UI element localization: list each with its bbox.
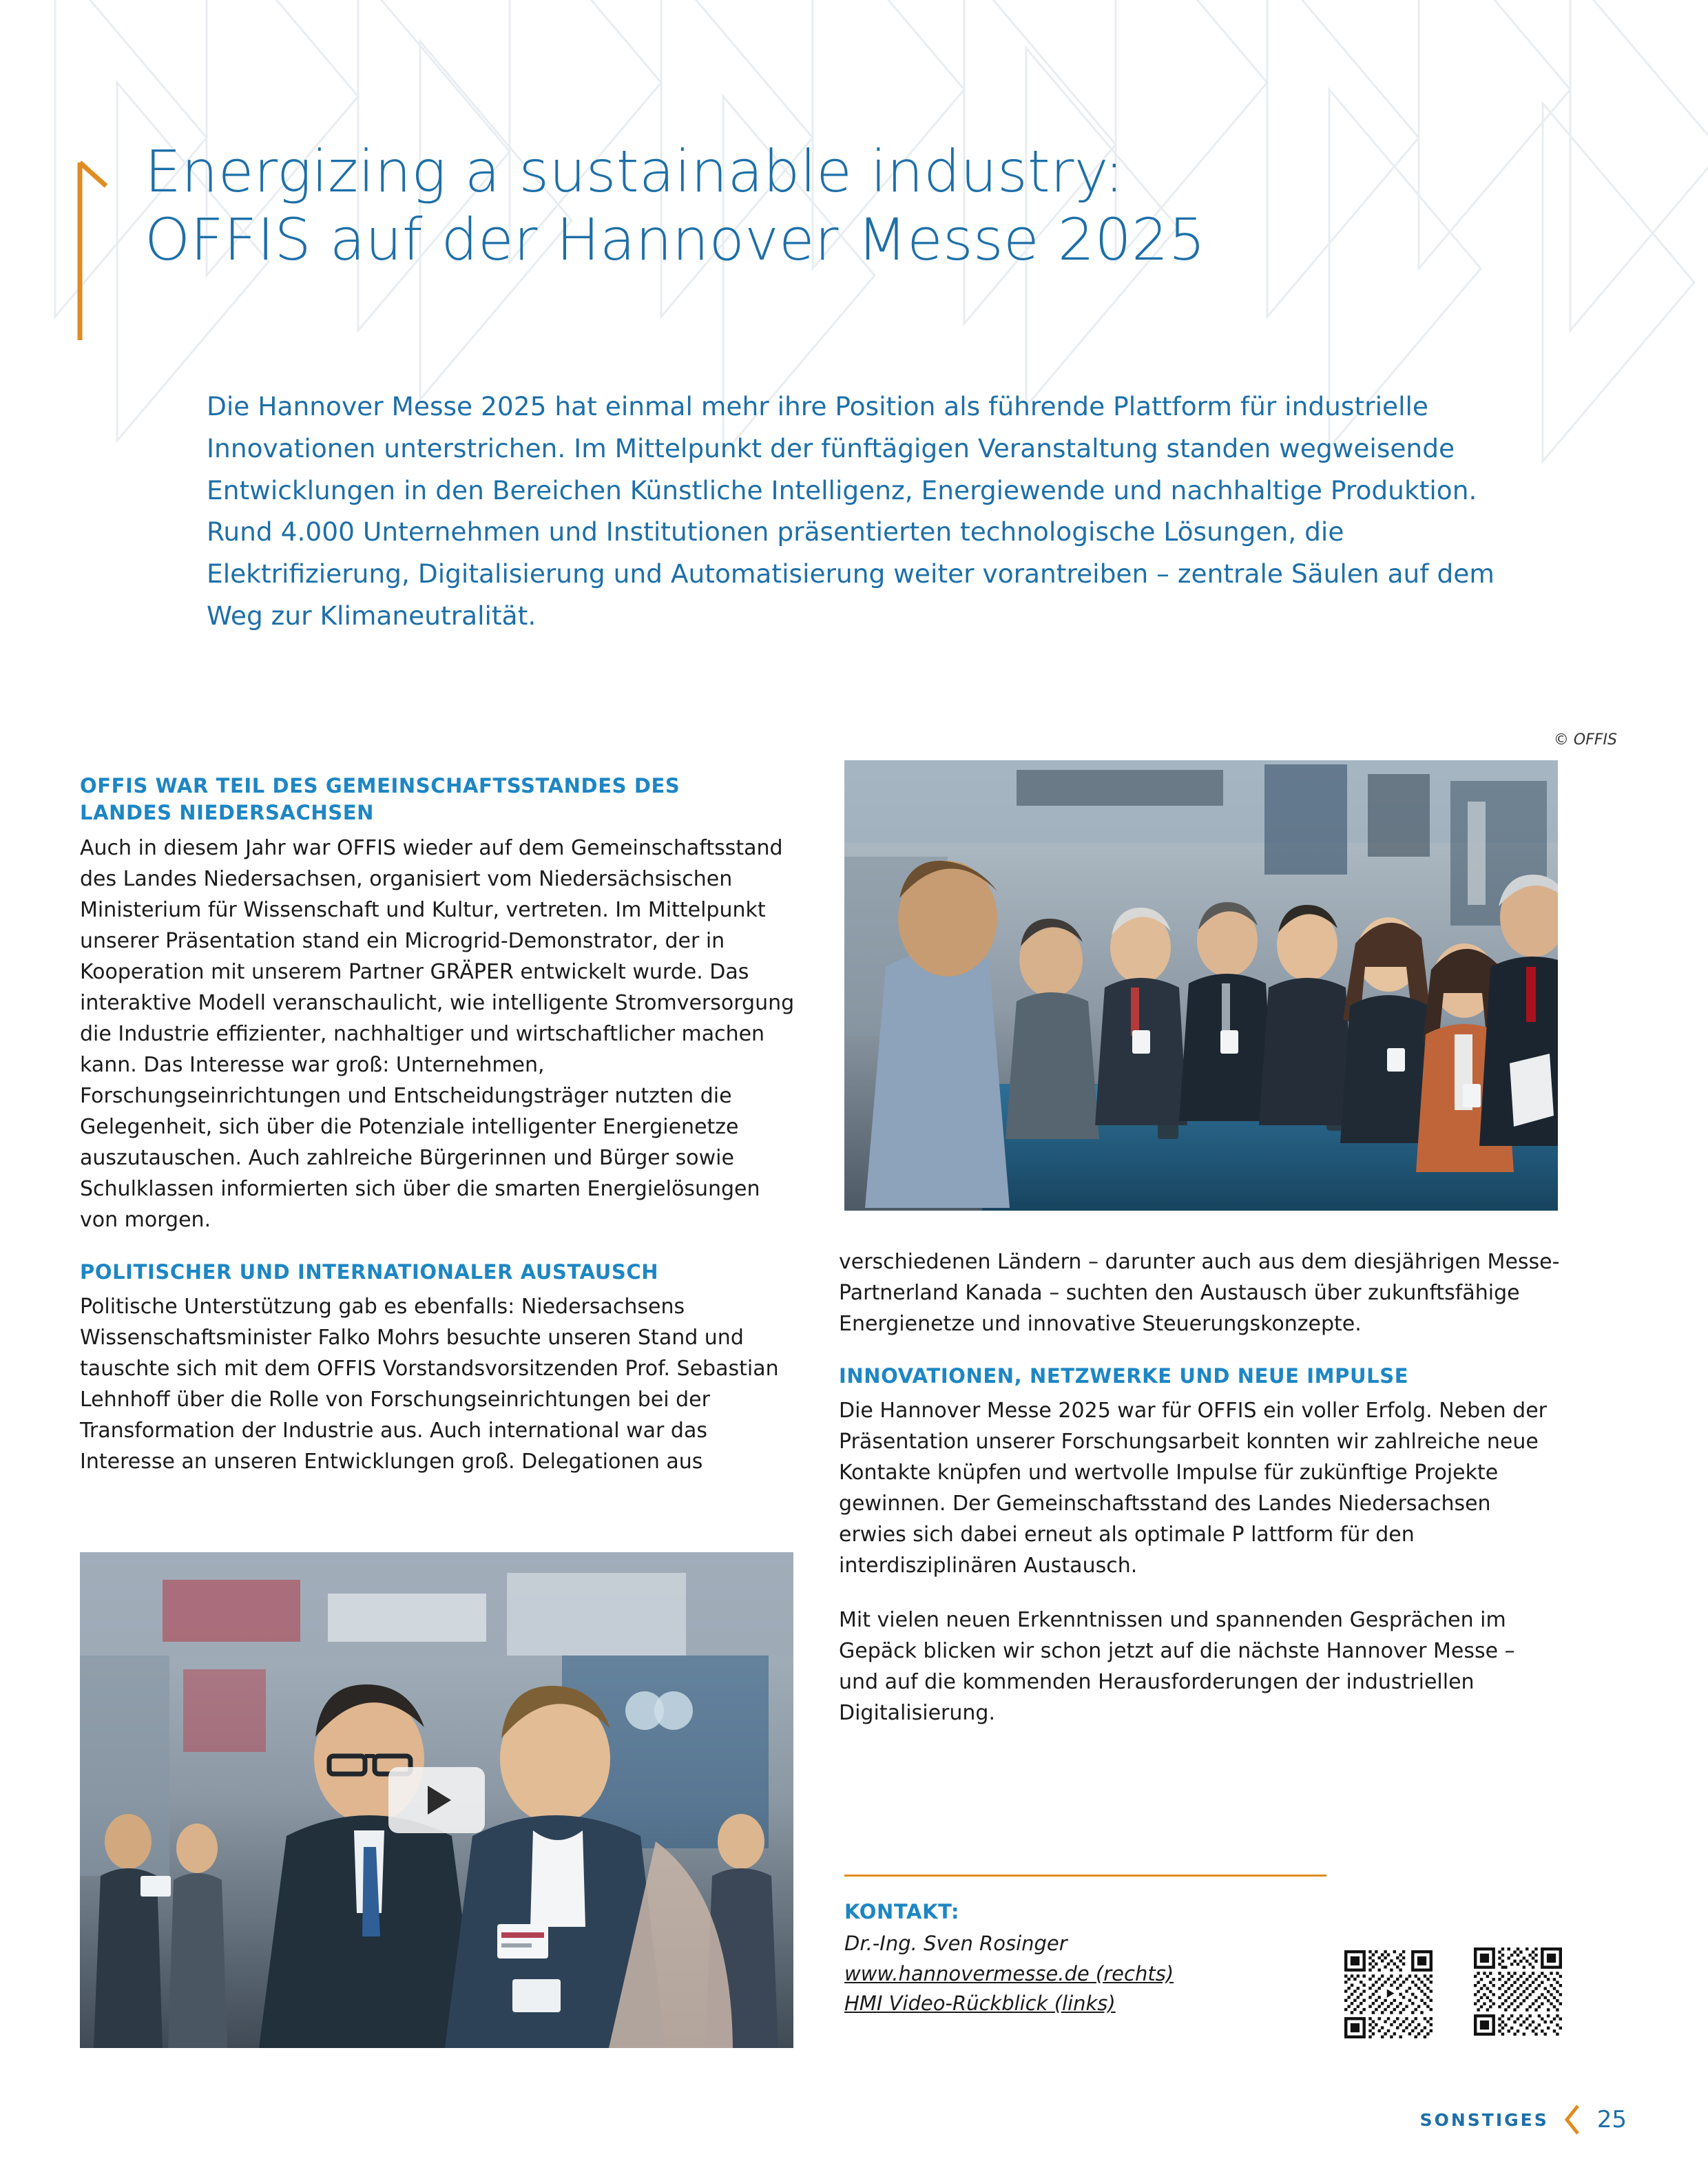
heading-innovationen: INNOVATIONEN, NETZWERKE UND NEUE IMPULSE xyxy=(839,1364,1409,1388)
heading-line-1: OFFIS WAR TEIL DES GEMEINSCHAFTSSTANDES DES xyxy=(80,774,680,797)
paragraph-politischer-austausch: Politische Unterstützung gab es ebenfalls: Niedersachsens Wissenschaftsminister Falko Mohrs besuchte unseren Stand und tauschte sich mit dem OFFIS Vorstandsvorsitzenden Prof. Sebastian Lehnhoff über die Rolle von Forschungseinrichtungen bei der Transformation der Industrie aus. Auch international war das Interesse an unseren Entwicklungen groß. Delegationen aus xyxy=(80,1295,779,1474)
lead-paragraph: Die Hannover Messe 2025 hat einmal mehr ihre Position als führende Plattform für industrielle Innovationen unterstrichen. Im Mittelpunkt der fünftägigen Veranstaltung standen wegweisende Entwicklungen in den Bereichen Künstliche Intelligenz, Energiewende und nachhaltige Produktion. Rund 4.000 Unternehmen und Institutionen präsentierten technologische Lösungen, die Elektrifizierung, Digitalisierung und Automatisierung weiter vorantreiben – zentrale Säulen auf dem Weg zur Klimaneutralität. xyxy=(207,391,1494,631)
right-column xyxy=(839,1246,1561,1729)
footer-section-label: SONSTIGES xyxy=(1419,2109,1549,2130)
qr-code-video-ruckblick[interactable] xyxy=(1344,1950,1433,2038)
page-title-line-2: OFFIS auf der Hannover Messe 2025 xyxy=(145,206,1206,274)
contact-name: Dr.-Ing. Sven Rosinger xyxy=(844,1932,1068,1955)
title-block xyxy=(76,138,1591,274)
paragraph-gemeinschaftsstand: Auch in diesem Jahr war OFFIS wieder auf dem Gemeinschaftsstand des Landes Niedersachsen, organisiert vom Niedersächsischen Ministerium für Wissenschaft und Kultur, vertreten. Im Mittelpunkt unserer Präsentation stand ein Microgrid-Demonstrator, der in Kooperation mit unserem Partner GRÄPER entwickelt wurde. Das interaktive Modell veranschaulicht, wie intelligente Stromversorgung die Industrie effizienter, nachhaltiger und wirtschaftlicher machen kann. Das Interesse war groß: Unternehmen, Forschungseinrichtungen und Entscheidungsträger nutzten die Gelegenheit, sich über die Potenziale intelligenter Energienetze auszutauschen. Auch zahlreiche Bürgerinnen und Bürger sowie Schulklassen informierten sich über die smarten Energielösungen von morgen. xyxy=(80,835,795,1232)
paragraph-ausblick: Mit vielen neuen Erkenntnissen und spannenden Gesprächen im Gepäck blicken wir schon jetzt auf die nächste Hannover Messe – und auf die kommenden Herausforderungen der industriellen Digitalisierung. xyxy=(839,1608,1515,1726)
qr-code-hannovermesse[interactable] xyxy=(1474,1948,1562,2036)
chevron-bracket-icon xyxy=(76,158,114,344)
play-triangle xyxy=(428,1786,451,1815)
page-footer xyxy=(1420,2105,1627,2135)
contact-link-hannovermesse[interactable]: www.hannovermesse.de (rechts) xyxy=(844,1961,1174,1985)
page-title-line-1: Energizing a sustainable industry: xyxy=(145,138,1125,205)
heading-politischer-austausch: POLITISCHER UND INTERNATIONALER AUSTAUSCH xyxy=(80,1260,659,1284)
left-column xyxy=(80,773,802,1477)
divider xyxy=(844,1875,1326,1877)
heading-line-2: LANDES NIEDERSACHSEN xyxy=(80,801,374,825)
play-icon[interactable] xyxy=(388,1767,485,1833)
contact-label: KONTAKT: xyxy=(844,1900,960,1923)
photo-fair-booth xyxy=(844,760,1558,1211)
footer-page-number: 25 xyxy=(1596,2106,1627,2133)
page-title xyxy=(76,138,1591,274)
paragraph-innovationen: Die Hannover Messe 2025 war für OFFIS ein voller Erfolg. Neben der Präsentation unserer Forschungsarbeit konnten wir zahlreiche neue Kontakte knüpfen und wertvolle Impulse für zukünftige Projekte gewinnen. Der Gemeinschaftsstand des Landes Niedersachsen erwies sich dabei erneut als optimale P lattform für den interdisziplinären Austausch. xyxy=(839,1399,1547,1578)
contact-link-video[interactable]: HMI Video-Rückblick (links) xyxy=(844,1992,1116,2015)
heading-offis-gemeinschaftsstand xyxy=(80,773,802,827)
video-thumbnail[interactable] xyxy=(80,1552,793,2048)
paragraph-continued: verschiedenen Ländern – darunter auch aus dem diesjährigen Messe-Partnerland Kanada – suchten den Austausch über zukunftsfähige Energienetze und innovative Steuerungskonzepte. xyxy=(839,1250,1560,1336)
contact-block xyxy=(844,1875,1561,2019)
photo-credit: © OFFIS xyxy=(1553,731,1617,749)
chevron-left-icon xyxy=(1564,2105,1582,2135)
